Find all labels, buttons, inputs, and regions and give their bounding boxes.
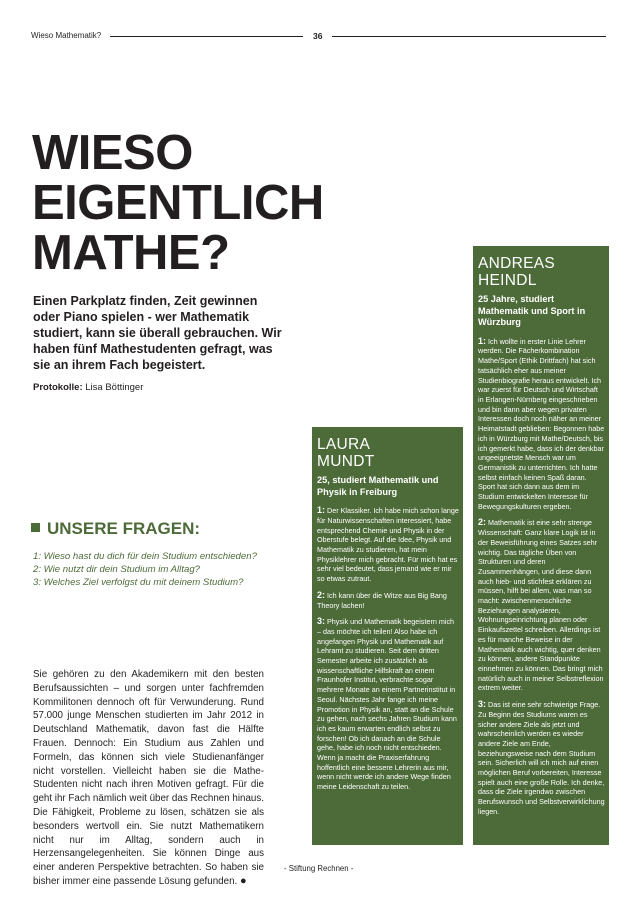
byline-author: Lisa Böttinger — [85, 382, 144, 393]
title-line-2: EIGENTLICH — [32, 176, 324, 230]
question-item: 1: Wieso hast du dich für dein Studium entschieden? — [33, 551, 257, 562]
intro-body-text — [33, 668, 264, 889]
square-bullet-icon — [31, 523, 40, 532]
byline — [33, 382, 143, 393]
answer-2 — [478, 518, 605, 693]
header-rule-right — [332, 36, 606, 37]
profile-box-laura — [312, 427, 463, 845]
answer-text: Mathematik ist eine sehr strenge Wissenschaft: Ganz klare Logik ist in der Beweisführung eines Satzes sehr wichtig. Das tägliche Üben von Strukturen und deren Zusammenhängen, und diese dann auch hieb- und stichfest erklären zu müssen, hilft bei allem, was man so macht: zwischenmenschliche Beziehungen analysieren, Wohnungseinrichtung planen oder Einkaufszettel schreiben. Allerdings ist es für manche Beweise in der Mathematik auch wichtig, quer denken zu können, andere Standpunkte einnehmen zu können. Das bringt mich natürlich auch in meiner Selbstreflexion extrem weiter. — [478, 518, 604, 693]
questions-heading-text: UNSERE FRAGEN: — [47, 519, 201, 538]
answer-3 — [317, 617, 459, 792]
answer-text: Ich wollte in erster Linie Lehrer werden. Die Fächerkombination Mathe/Sport (Ethik Drittfach) hat sich tatsächlich eher aus meiner Studienbiografie heraus entwickelt. Ich war zuerst für Deutsch und Wirtschaft in Erlangen-Nürnberg eingeschrieben und bin dann aber wegen privaten Interessen doch noch näher an meiner Heimatstadt geblieben: Begonnen habe ich in Würzburg mit Mathe/Deutsch, bis ich gemerkt habe, dass ich der denkbar ungeeignetste Mensch war um Germanistik zu unterrichten. Ich hatte selbst einfach keinen Spaß daran. Sport hat sich dann aus dem im Studium entwickelten Interesse für Bewegungskulturen ergeben. — [478, 336, 605, 511]
answer-2 — [317, 591, 459, 610]
answer-1 — [317, 506, 459, 584]
questions-list — [33, 551, 273, 589]
profile-last-name: HEINDL — [478, 272, 537, 289]
answer-number: 2: — [317, 589, 326, 600]
profile-subtitle: 25 Jahre, studiert Mathematik und Sport in Würzburg — [478, 294, 586, 328]
lead-paragraph: Einen Parkplatz finden, Zeit gewinnen oder Piano spielen - wer Mathematik studiert, kann sie überall gebrauchen. Wir haben fünf Mathestudenten gefragt, was sie an ihrem Fach begeistert. — [33, 294, 282, 372]
answer-number: 2: — [478, 517, 487, 528]
profile-subtitle: 25, studiert Mathematik und Physik in Freiburg — [317, 475, 439, 497]
profile-name — [478, 255, 605, 289]
answer-number: 3: — [317, 616, 326, 627]
answer-text: Ich kann über die Witze aus Big Bang Theory lachen! — [317, 590, 447, 610]
answer-number: 1: — [317, 505, 326, 516]
answer-number: 3: — [478, 699, 487, 710]
answer-text: Das ist eine sehr schwierige Frage. Zu Beginn des Studiums waren es sicher andere Ziele als jetzt und wahrscheinlich werden es wieder andere Ziele am Ende, beziehungsweise nach dem Studium sein. Sicherlich will ich mich auf einen möglichen Beruf vorbereiten, Interesse spielt auch eine große Rolle. Ich denke, dass die Ziele irgendwo zwischen Berufswunsch und Selbstverwirklichung liegen. — [478, 700, 605, 816]
profile-first-name: LAURA — [317, 436, 371, 453]
header-rule-left — [110, 36, 303, 37]
intro-body: Sie gehören zu den Akademikern mit den besten Berufsaussichten – und sorgen unter fachfremden Kommilitonen dennoch oft für Verwunderung. Rund 57.000 junge Menschen studierten im Jahr 2012 in Deutschland Mathematik, davon fast die Hälfte Frauen. Dennoch: Ein Studium aus Zahlen und Formeln, das können sich viele Studienanfänger nicht vorstellen. Vielleicht haben sie die Mathe-Studenten nicht nach ihren Motiven gefragt. Für die geht ihr Fach nämlich weit über das Rechnen hinaus. Die Fähigkeit, Probleme zu lösen, schätzen sie als besonders wertvoll ein. Sie nutzt Mathematikern nicht nur im Alltag, sondern auch in Herzensangelegenheiten. Sie können Dinge aus einer anderen Perspektive betrachten. So haben sie bisher immer eine passende Lösung gefunden. — [33, 669, 264, 887]
end-mark-icon: ● — [239, 874, 247, 887]
answer-3 — [478, 700, 605, 816]
running-head: Wieso Mathematik? — [31, 31, 102, 40]
answer-number: 1: — [478, 335, 487, 346]
answer-text: Der Klassiker. Ich habe mich schon lange für Naturwissenschaften interessiert, habe entsprechend Chemie und Physik in der Oberstufe belegt. Auf die Idee, Physik und Mathematik zu studieren, hat mein Physiklehrer mich gebracht. Für mich hat es sehr viel bedeutet, dass jemand wie er mir so etwas zutraut. — [317, 506, 459, 584]
profile-last-name: MUNDT — [317, 453, 375, 470]
profile-answers — [478, 337, 605, 817]
title-line-1: WIESO — [32, 126, 193, 180]
byline-label: Protokolle: — [33, 382, 83, 393]
profile-box-andreas — [473, 246, 609, 845]
title-line-3: MATHE? — [32, 226, 230, 280]
article-title — [32, 128, 412, 278]
answer-1 — [478, 337, 605, 512]
question-item: 2: Wie nutzt dir dein Studium im Alltag? — [33, 563, 200, 575]
profile-name — [317, 436, 459, 470]
question-item: 3: Welches Ziel verfolgst du mit deinem Studium? — [33, 576, 244, 588]
profile-answers — [317, 506, 459, 792]
answer-text: Physik und Mathematik begeistern mich – das möchte ich teilen! Also habe ich angefangen Physik und Mathematik auf Lehramt zu studieren. Seit dem dritten Semester arbeite ich zusätzlich als wissenschaftliche Hilfskraft an einem Fraunhofer Institut, verbrachte sogar mehrere Monate an einem Partnerinstitut in Seoul. Nächstes Jahr fange ich meine Promotion in Physik an, statt an die Schule zu gehen, nach sechs Jahren Studium kann ich es kaum erwarten endlich selbst zu forschen! Ob ich danach an die Schule gehe, habe ich noch nicht entschieden. Wenn ja macht die Praxiserfahrung hoffentlich eine bessere Lehrerin aus mir, wenn nicht werde ich andere Wege finden meine Leidenschaft zu teilen. — [317, 617, 457, 792]
questions-heading — [31, 519, 200, 539]
page-number: 36 — [313, 31, 323, 41]
profile-first-name: ANDREAS — [478, 255, 556, 272]
page-footer: - Stiftung Rechnen - — [284, 864, 354, 873]
